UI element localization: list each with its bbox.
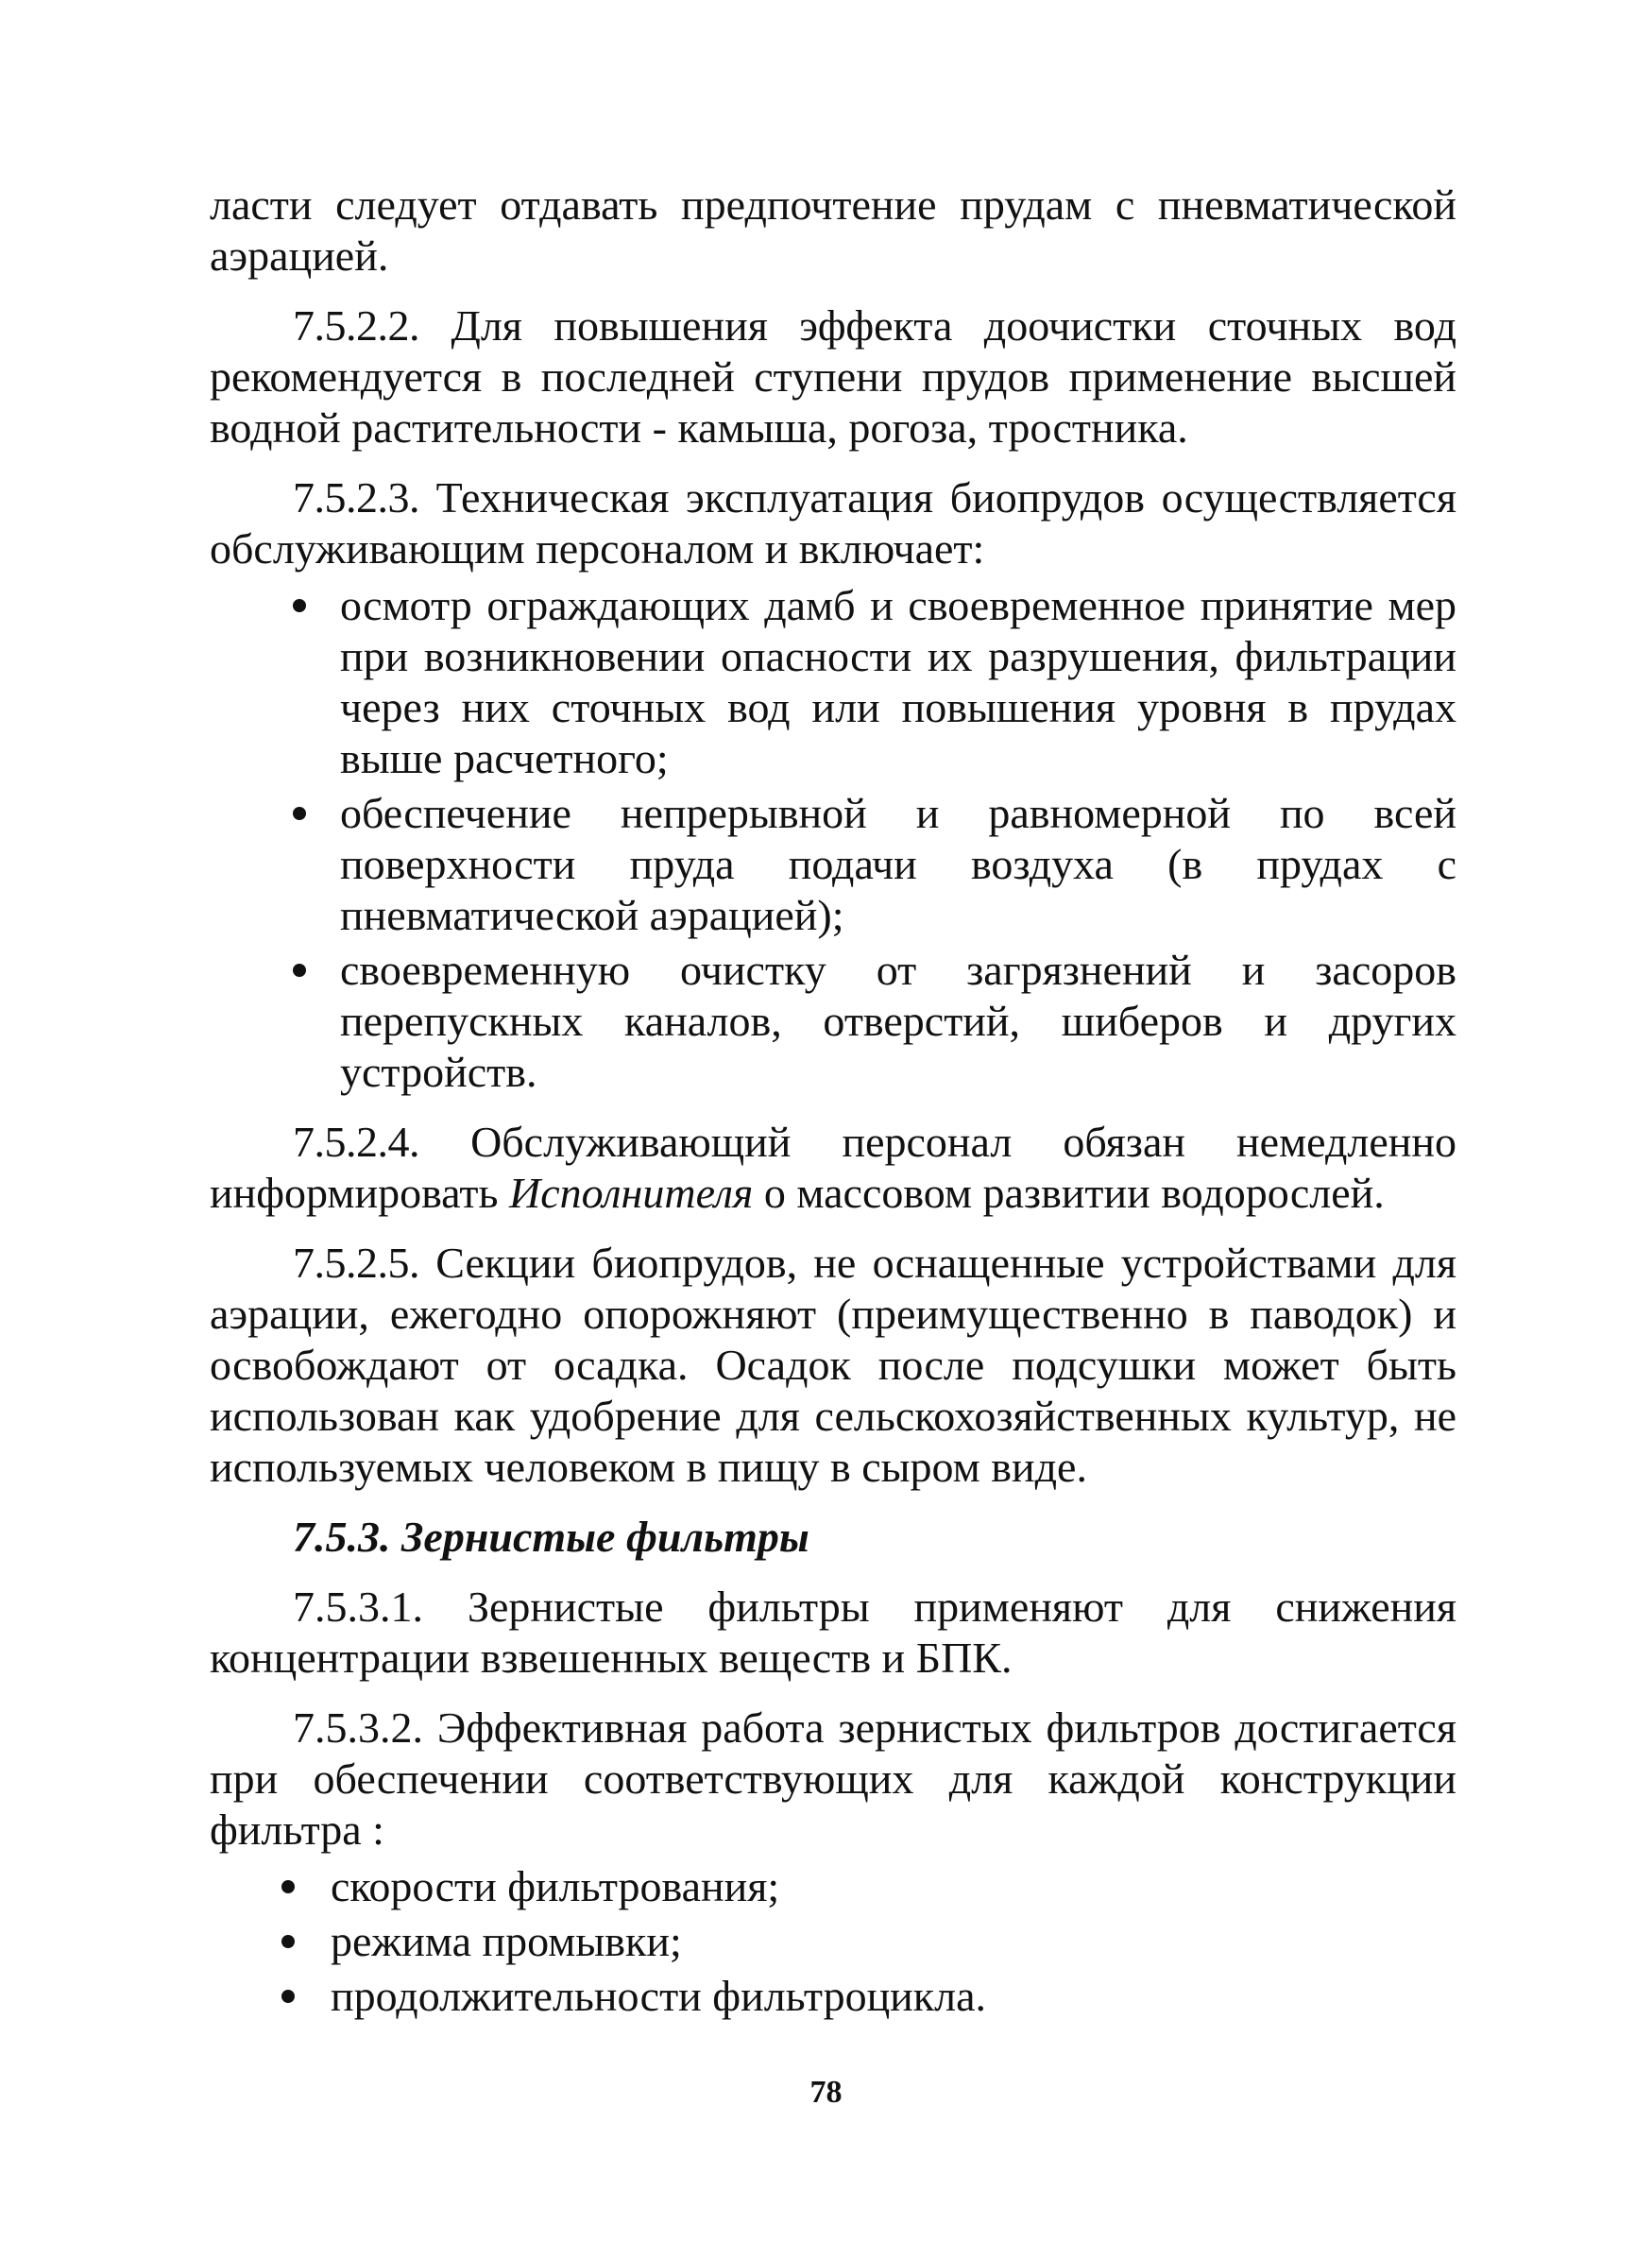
paragraph-text: Техническая эксплуатация биопрудов осуществляется обслуживающим персоналом и включает: [210,473,1456,573]
clause-number: 7.5.2.3. [293,473,419,522]
list-item [210,945,1456,1098]
list-item [210,580,1456,784]
list-item [210,788,1456,941]
bullet-icon [293,599,306,612]
paragraph-text: Секции биопрудов, не оснащенные устройствами для аэрации, ежегодно опорожняют (преимущественно в паводок) и освобождают от осадка. Осадок после подсушки может быть использован как удобрение для сельскохозяйственных культур, не используемых человеком в пищу в сыром виде. [210,1239,1457,1491]
clause-number: 7.5.2.4. [293,1118,419,1166]
list-item [210,1916,1456,1967]
list-item-text: скорости фильтрования; [331,1862,780,1910]
paragraph-text: о массовом развитии водорослей. [763,1169,1385,1217]
paragraph-text: Для повышения эффекта доочистки сточных вод рекомендуется в последней ступени прудов применение высшей водной растительности - камыша, рогоза, тростника. [210,301,1457,452]
bullet-icon [293,807,306,820]
italic-term: Исполнителя [509,1169,754,1217]
list-item-text: своевременную очистку от загрязнений и засоров перепускных каналов, отверстий, шиберов и других устройств. [340,946,1456,1096]
paragraph-text: Обслуживающий персонал обязан немедленно информировать [210,1118,1456,1217]
page-number: 78 [809,2075,843,2110]
bullet-icon [281,1990,295,2003]
paragraph-continuation [210,180,1456,282]
paragraph-text: ласти следует отдавать предпочтение прудам с пневматической аэрацией. [210,180,1456,280]
list-item [210,1971,1456,2022]
clause-number: 7.5.2.2. [293,301,419,350]
subsection-heading: 7.5.3. Зернистые фильтры [293,1513,809,1561]
paragraph-7-5-2-4 [210,1117,1456,1219]
list-item-text: осмотр ограждающих дамб и своевременное принятие мер при возникновении опасности их разрушения, фильтрации через них сточных вод или повышения уровня в прудах выше расчетного; [340,581,1456,782]
bullet-icon [281,1935,295,1948]
paragraph-7-5-3-1: 7.5.3.1. Зернистые фильтры применяют для снижения концентрации взвешенных веществ и БПК. [210,1583,1456,1682]
document-page [210,180,1456,2041]
paragraph-7-5-3-2: 7.5.3.2. Эффективная работа зернистых фильтров достигается при обеспечении соответствующих для каждой конструкции фильтра : [210,1703,1456,1854]
list-item [210,1861,1456,1912]
clause-number: 7.5.2.5. [293,1239,419,1287]
list-item-text: обеспечение непрерывной и равномерной по всей поверхности пруда подачи воздуха (в прудах с пневматической аэрацией); [340,789,1456,939]
paragraph-7-5-2-2 [210,300,1456,454]
bullet-list-7-5-3-2 [210,1861,1456,2022]
list-item-text: продолжительности фильтроцикла. [331,1972,987,2020]
bullet-list-7-5-2-3 [210,580,1456,1098]
list-item-text: режима промывки; [331,1917,682,1965]
bullet-icon [281,1880,295,1893]
paragraph-7-5-2-5 [210,1238,1456,1493]
paragraph-7-5-2-3 [210,472,1456,574]
bullet-icon [293,964,306,977]
